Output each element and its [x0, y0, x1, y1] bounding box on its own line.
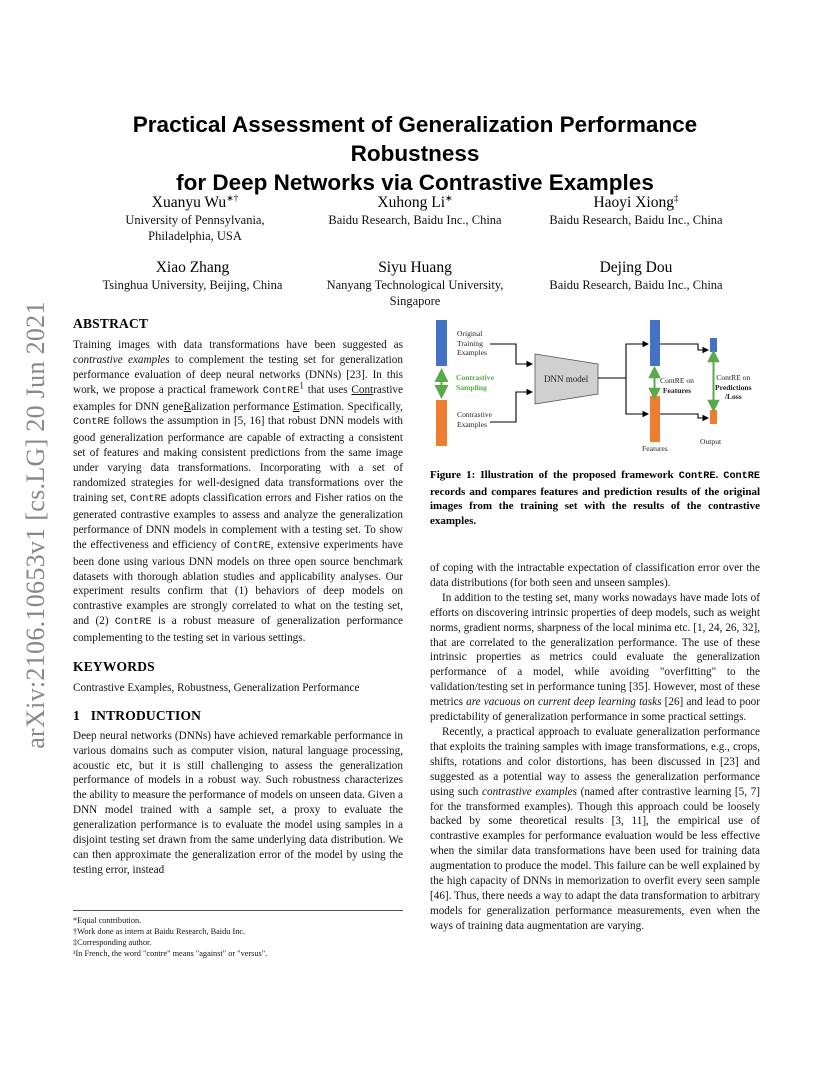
author-affiliation: Baidu Research, Baidu Inc., China	[328, 213, 502, 227]
author-affiliation: Philadelphia, USA	[148, 229, 242, 243]
right-column	[430, 561, 760, 934]
keywords-heading: KEYWORDS	[73, 659, 155, 675]
author-affiliation: Baidu Research, Baidu Inc., China	[549, 278, 723, 292]
left-column	[73, 317, 403, 878]
dnn-model-label: DNN model	[544, 374, 589, 384]
author-name: Siyu Huang	[378, 259, 452, 276]
author-affiliation: Nanyang Technological University,	[326, 278, 504, 292]
author-affiliation: Tsinghua University, Beijing, China	[102, 278, 283, 292]
abstract-heading: ABSTRACT	[73, 316, 149, 331]
contrastive-examples-label: Contrastive Examples	[457, 410, 493, 429]
paper-title	[70, 110, 760, 197]
author-name: Xuhong Li∗	[377, 192, 453, 211]
author-block-2	[310, 193, 520, 228]
footnote-item: *Equal contribution.	[73, 916, 142, 925]
right-column-paragraph: In addition to the testing set, many works nowadays have made lots of efforts on discovering intrinsic properties of deep models, such as weight norms, gradient norms, sharpness of the local minima etc. [1, 24, 26, 32], that are correlated to the generalization performance. The use of these intrinsic properties as metrics could evaluate the generalization performance of a model, while avoiding "overfitting" to the validation/testing set in performance tuning [35]. However, most of these metrics are vacuous on current deep learning tasks [26] and lead to poor predictability of generalization performance in some practical settings.	[430, 591, 760, 724]
author-affiliation: Baidu Research, Baidu Inc., China	[549, 213, 723, 227]
figure-framework-diagram	[430, 316, 760, 464]
footnote-item: ‡Corresponding author.	[73, 938, 152, 947]
contre-on-features-label: ContRE on Features	[660, 376, 694, 395]
author-name: Dejing Dou	[599, 259, 673, 276]
author-block-4	[85, 258, 300, 293]
features-to-output-connector	[660, 344, 708, 350]
arxiv-identifier-stamp	[8, 290, 64, 760]
author-affiliation: University of Pennsylvania,	[125, 213, 265, 227]
author-block-6	[530, 258, 742, 293]
output-square-contrastive	[710, 410, 717, 424]
author-name: Xiao Zhang	[155, 259, 230, 276]
title-line-1: Practical Assessment of Generalization Performance Robustness	[132, 112, 698, 166]
introduction-heading: 1 INTRODUCTION	[73, 707, 202, 723]
dnn-to-features-connector	[598, 344, 648, 378]
author-name: Haoyi Xiong‡	[593, 192, 679, 211]
right-column-paragraph: of coping with the intractable expectation of classification error over the data distributions (for both seen and unseen samples).	[430, 562, 760, 589]
author-affiliation: Singapore	[389, 294, 441, 308]
contre-on-predictions-label: ContRE on Predictions /Loss	[715, 373, 752, 401]
introduction-paragraph: Deep neural networks (DNNs) have achieved remarkable performance in various domains such as computer vision, natural language processing, acoustic etc, but it is still challenging to assess the generalization performance of models in a robust way. Such robustness characterizes the ability to measure the performance of models on unseen data. Given a DNN model trained with a sample set, a proxy to evaluate the generalization performance is to evaluate the model using samples in a disjoint testing set drawn from the same underlying data distribution. We can then approximate the generalization error of the model by using the testing error, instead	[73, 729, 403, 876]
feature-bar-contrastive	[650, 396, 660, 442]
abstract-text: Training images with data transformations have been suggested as contrastive examples to complement the testing set for generalization performance evaluation of deep neural networks (DNNs) [23]. In this work, we propose a practical framework ContRE$^1$ that uses Contrastive examples for DNN geneRalization performance Estimation. Specifically, ContRE follows the assumption in [5, 16] that robust DNN models with good generalization performance are capable of extracting a consistent set of features and making consistent predictions from the same image under varying data transformations. Incorporating with a set of randomized strategies for well-designed data transformations over the training set, ContRE adopts classification errors and Fisher ratios on the generated contrastive examples to assess and analyze the generalization performance of DNN models in complement with a testing set. To show the effectiveness and efficiency of ContRE, extensive experiments have been done using various DNN models on three open source benchmark datasets with thorough ablation studies and applicability analyses. Our experiment results confirm that (1) behaviors of deep models on contrastive examples are strongly correlated to what on the testing set, and (2) ContRE is a robust measure of generalization performance complementing to the testing set in various settings.	[73, 338, 403, 645]
footnote-item: †Work done as intern at Baidu Research, Baidu Inc.	[73, 927, 246, 936]
feature-bar-original	[650, 320, 660, 366]
footnote-item: ¹In French, the word "contre" means "against" or "versus".	[73, 949, 268, 958]
author-block-1	[100, 193, 290, 244]
contrastive-to-dnn-connector	[490, 392, 532, 422]
contrastive-sampling-label: Contrastive Sampling	[456, 373, 494, 392]
arxiv-identifier-text: arXiv:2106.10653v1 [cs.LG] 20 Jun 2021	[21, 301, 51, 749]
features-label: Features	[642, 444, 668, 453]
author-name: Xuanyu Wu∗†	[151, 192, 239, 211]
original-examples-label: Original Training Examples	[457, 329, 487, 357]
contrastive-examples-bar	[436, 400, 447, 446]
output-square-original	[710, 338, 717, 352]
footnotes	[73, 910, 403, 959]
title-line-2: for Deep Networks via Contrastive Examples	[176, 170, 654, 195]
right-column-paragraph: Recently, a practical approach to evaluate generalization performance that exploits the training samples with image transformations, e.g., crops, shifts, rotations and color distortions, has been discussed in [23] and suggested as a potential way to assess the generalization performance using such contrastive examples (named after contrastive learning [5, 7] for the transformed examples). Though this approach could be loosely backed by some theoretical results [3, 11], the empirical use of contrastive examples for performance evaluation would be less effective when the similar data transformations have been used for training data augmentation to produce the model. This failure can be well explained by the high capacity of DNNs in memorization to overfit every seen sample [46]. Thus, there needs a way to adapt the data transformation to arbitrary models for generalization performance measurements, even when the ways of training data augmentation are varying.	[430, 725, 760, 932]
original-to-dnn-connector	[490, 344, 532, 364]
author-block-5	[305, 258, 525, 309]
keywords-text: Contrastive Examples, Robustness, Generalization Performance	[73, 681, 360, 694]
figure-caption: Figure 1: Illustration of the proposed framework ContRE. ContRE records and compares features and prediction results of the original images from the training set with the results of the contrastive examples.	[430, 469, 761, 527]
output-label: Output	[700, 437, 722, 446]
original-examples-bar	[436, 320, 447, 366]
author-block-3	[530, 193, 742, 228]
